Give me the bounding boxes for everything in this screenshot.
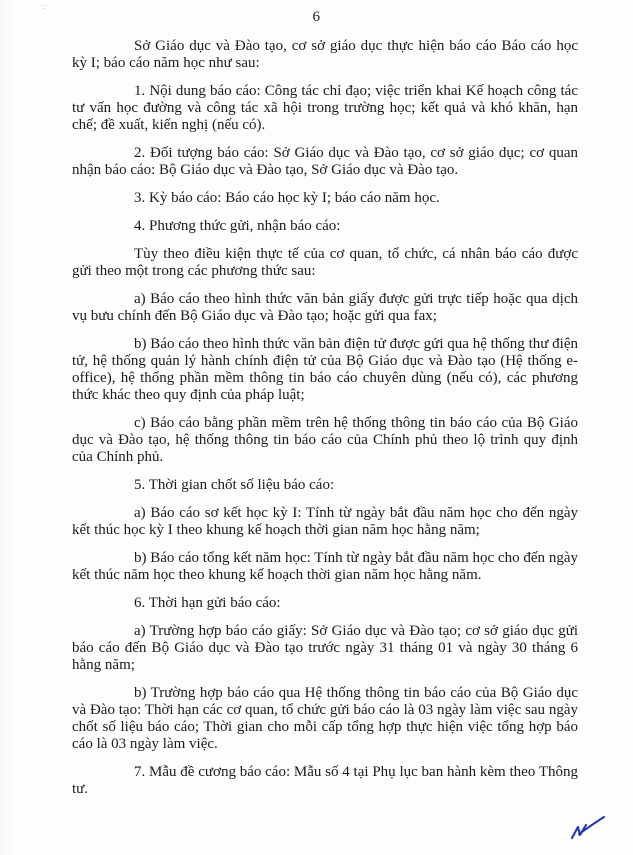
handwritten-initial-icon bbox=[568, 814, 608, 844]
ink-stroke-tail bbox=[579, 817, 604, 834]
page-number: 6 bbox=[312, 9, 321, 25]
paragraph-3-report-period: 3. Kỳ báo cáo: Báo cáo học kỳ I; báo cáo năm học. bbox=[134, 190, 440, 206]
paragraph-6-send-deadline: 6. Thời hạn gửi báo cáo: bbox=[134, 595, 281, 611]
paragraph-4-send-methods: 4. Phương thức gửi, nhận báo cáo: bbox=[134, 218, 341, 234]
paragraph-6a-paper-deadline: a) Trường hợp báo cáo giấy: Sở Giáo dục và Đào tạo; cơ sở giáo dục gửi báo cáo đến Bộ Giáo dục và Đào tạo trước ngày 31 tháng 01 và ngày 30 tháng 6 hằng năm; bbox=[72, 623, 578, 673]
paragraph-5b-yearend: b) Báo cáo tổng kết năm học: Tính từ ngày bắt đầu năm học cho đến ngày kết thúc năm học theo khung kế hoạch thời gian năm học hằng năm. bbox=[72, 550, 578, 583]
paragraph-6b-system-deadline: b) Trường hợp báo cáo qua Hệ thống thông tin báo cáo của Bộ Giáo dục và Đào tạo: Thời hạn các cơ quan, tổ chức gửi báo cáo là 03 ngày làm việc sau ngày chốt số liệu báo cáo; Thời gian cho mỗi cấp tổng hợp thực hiện việc tổng hợp báo cáo là 03 ngày làm việc. bbox=[72, 685, 578, 752]
paragraph-4-methods-note: Tùy theo điều kiện thực tế của cơ quan, tổ chức, cá nhân báo cáo được gửi theo một trong các phương thức sau: bbox=[72, 246, 578, 279]
paragraph-4b-electronic-report: b) Báo cáo theo hình thức văn bản điện tử được gửi qua hệ thống thư điện tử, hệ thống quản lý hành chính điện tử của Bộ Giáo dục và Đào tạo (Hệ thống e-office), hệ thống phần mềm thông tin báo cáo chuyên dùng (nếu có), các phương thức khác theo quy định của pháp luật; bbox=[72, 336, 578, 403]
paragraph-5-data-cutoff: 5. Thời gian chốt số liệu báo cáo: bbox=[134, 477, 335, 493]
paragraph-5a-semester1: a) Báo cáo sơ kết học kỳ I: Tính từ ngày bắt đầu năm học cho đến ngày kết thúc học kỳ I theo khung kế hoạch thời gian năm học hằng năm; bbox=[72, 505, 578, 538]
paragraph-1-report-content: 1. Nội dung báo cáo: Công tác chỉ đạo; việc triển khai Kế hoạch công tác tư vấn học đường và công tác xã hội trong trường học; kết quả và khó khăn, hạn chế; đề xuất, kiến nghị (nếu có). bbox=[72, 83, 578, 133]
scan-artifact: ∵ bbox=[42, 3, 48, 12]
paragraph-7-report-template: 7. Mẫu đề cương báo cáo: Mẫu số 4 tại Phụ lục ban hành kèm theo Thông tư. bbox=[72, 764, 578, 797]
paragraph-4c-software-report: c) Báo cáo bằng phần mềm trên hệ thống thông tin báo cáo của Bộ Giáo dục và Đào tạo, hệ thống thông tin báo cáo của Chính phủ theo lộ trình quy định của Chính phủ. bbox=[72, 415, 578, 465]
paragraph-4a-paper-report: a) Báo cáo theo hình thức văn bản giấy được gửi trực tiếp hoặc qua dịch vụ bưu chính đến Bộ Giáo dục và Đào tạo; hoặc gửi qua fax; bbox=[72, 291, 578, 324]
paragraph-intro: Sở Giáo dục và Đào tạo, cơ sở giáo dục thực hiện báo cáo Báo cáo học kỳ I; báo cáo năm học như sau: bbox=[72, 38, 578, 71]
document-body bbox=[72, 38, 578, 798]
paragraph-2-report-subjects: 2. Đối tượng báo cáo: Sở Giáo dục và Đào tạo, cơ sở giáo dục; cơ quan nhận báo cáo: Bộ Giáo dục và Đào tạo, Sở Giáo dục và Đào tạo. bbox=[72, 145, 578, 178]
